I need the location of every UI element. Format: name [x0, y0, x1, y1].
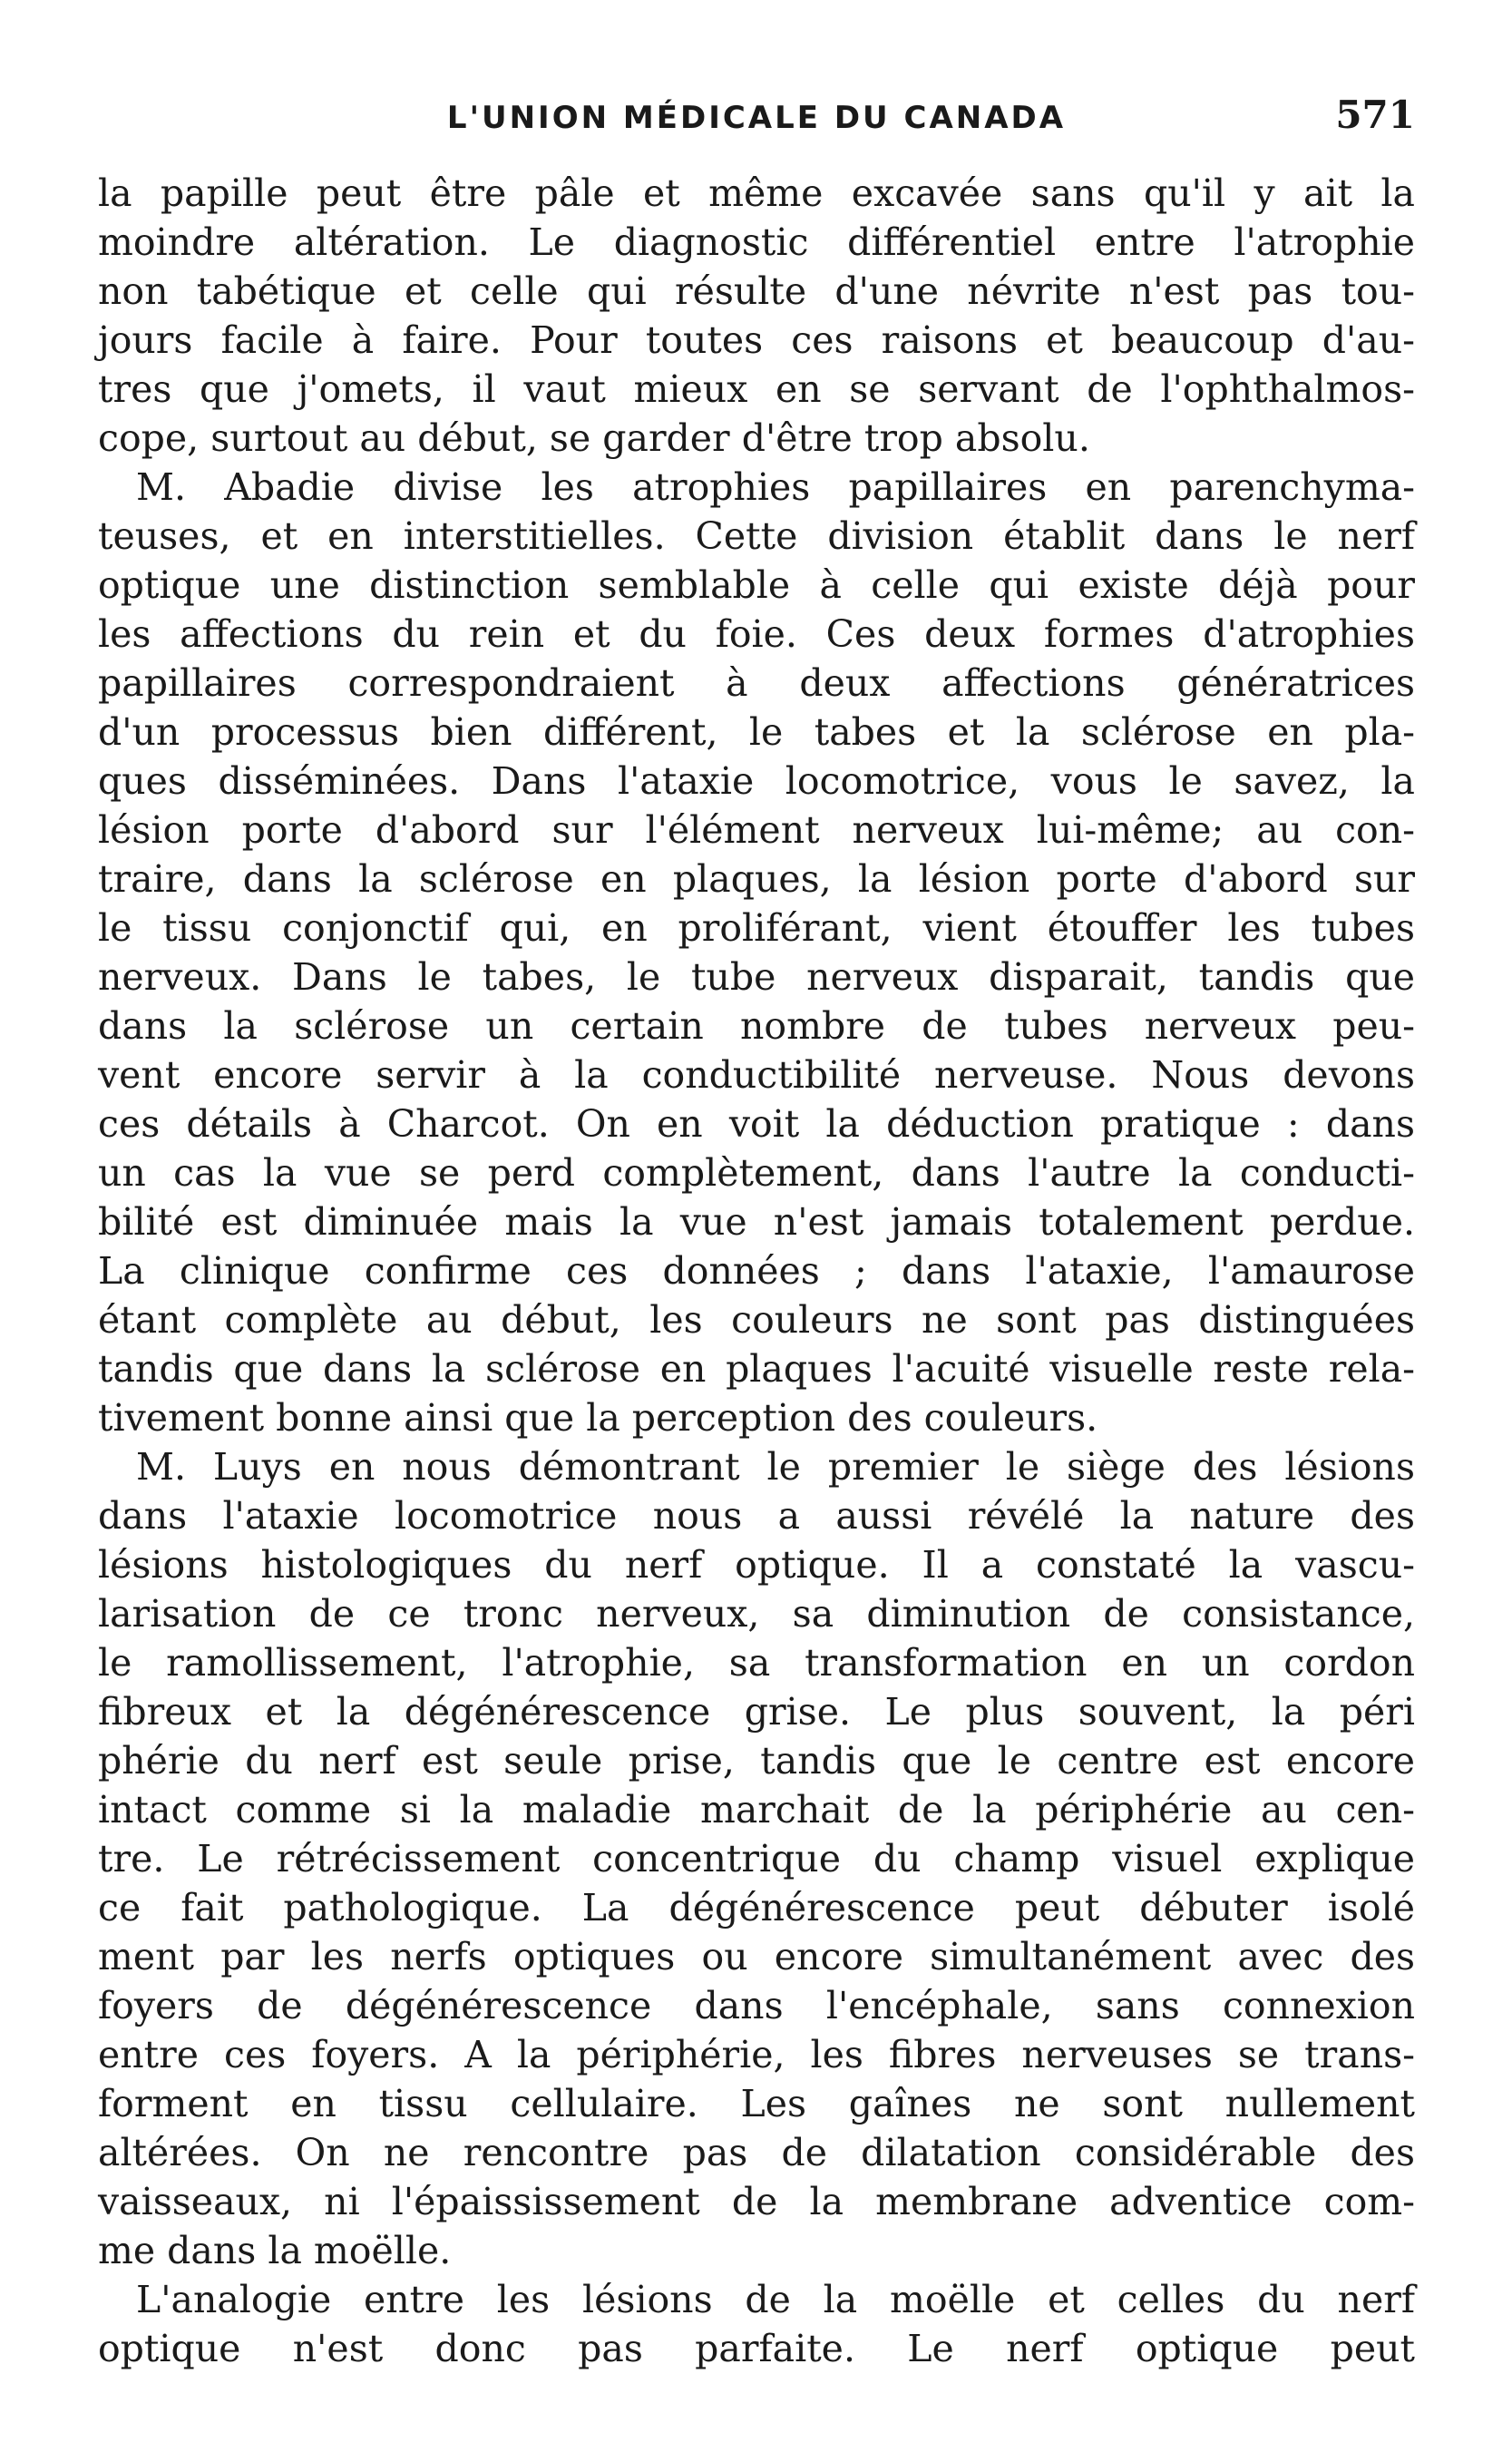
text-line: étant complète au début, les couleurs ne sont pas distinguées [98, 1298, 1415, 1342]
text-line: M. Luys en nous démontrant le premier le siège des lésions [136, 1445, 1415, 1489]
text-line: larisation de ce tronc nerveux, sa diminution de consistance, [98, 1592, 1415, 1636]
text-line: tres que j'omets, il vaut mieux en se servant de l'ophthalmos- [98, 367, 1415, 411]
text-line: papillaires correspondraient à deux affections génératrices [98, 661, 1415, 705]
text-line: me dans la moëlle. [98, 2229, 452, 2272]
text-line: tandis que dans la sclérose en plaques l'acuité visuelle reste rela- [98, 1347, 1415, 1391]
page-header [98, 93, 1415, 145]
text-line: nerveux. Dans le tabes, le tube nerveux disparait, tandis que [98, 955, 1415, 999]
text-line: jours facile à faire. Pour toutes ces raisons et beaucoup d'au- [98, 318, 1415, 362]
article-body [98, 169, 1415, 2373]
text-line: lésion porte d'abord sur l'élément nerveux lui-même; au con- [98, 808, 1415, 852]
text-line: dans l'ataxie locomotrice nous a aussi révélé la nature des [98, 1494, 1415, 1538]
running-title: L'UNION MÉDICALE DU CANADA [446, 100, 1067, 136]
text-line: tivement bonne ainsi que la perception des couleurs. [98, 1396, 1098, 1440]
text-line: ces détails à Charcot. On en voit la déduction pratique : dans [98, 1102, 1415, 1146]
text-line: dans la sclérose un certain nombre de tubes nerveux peu- [98, 1004, 1415, 1048]
text-line: foyers de dégénérescence dans l'encéphale, sans connexion [98, 1984, 1415, 2027]
text-line: ques disséminées. Dans l'ataxie locomotrice, vous le savez, la [98, 759, 1415, 803]
text-line: vaisseaux, ni l'épaississement de la membrane adventice com- [98, 2180, 1415, 2223]
text-line: ce fait pathologique. La dégénérescence peut débuter isolé [98, 1886, 1415, 1929]
text-line: tre. Le rétrécissement concentrique du champ visuel explique [98, 1837, 1415, 1881]
text-line: optique n'est donc pas parfaite. Le nerf optique peut [98, 2327, 1415, 2370]
text-line: M. Abadie divise les atrophies papillaires en parenchyma- [136, 465, 1415, 509]
text-line: vent encore servir à la conductibilité nerveuse. Nous devons [98, 1053, 1415, 1097]
text-line: non tabétique et celle qui résulte d'une névrite n'est pas tou- [98, 269, 1415, 313]
text-line: ment par les nerfs optiques ou encore simultanément avec des [98, 1935, 1415, 1978]
text-line: intact comme si la maladie marchait de la périphérie au cen- [98, 1788, 1415, 1832]
text-line: lésions histologiques du nerf optique. Il a constaté la vascu- [98, 1543, 1415, 1587]
page-number: 571 [1335, 93, 1415, 137]
text-line: bilité est diminuée mais la vue n'est jamais totalement perdue. [98, 1200, 1415, 1244]
text-line: d'un processus bien différent, le tabes et la sclérose en pla- [98, 710, 1415, 754]
text-line: phérie du nerf est seule prise, tandis que le centre est encore [98, 1739, 1415, 1783]
text-line: le tissu conjonctif qui, en proliférant, vient étouffer les tubes [98, 906, 1415, 950]
text-line: entre ces foyers. A la périphérie, les fibres nerveuses se trans- [98, 2033, 1415, 2076]
text-line: cope, surtout au début, se garder d'être trop absolu. [98, 416, 1090, 460]
text-line: altérées. On ne rencontre pas de dilatation considérable des [98, 2131, 1415, 2174]
text-line: teuses, et en interstitielles. Cette division établit dans le nerf [98, 514, 1415, 558]
text-line: traire, dans la sclérose en plaques, la lésion porte d'abord sur [98, 857, 1415, 901]
text-line: forment en tissu cellulaire. Les gaînes ne sont nullement [98, 2082, 1415, 2125]
text-line: les affections du rein et du foie. Ces deux formes d'atrophies [98, 612, 1415, 656]
text-line: le ramollissement, l'atrophie, sa transformation en un cordon [98, 1641, 1415, 1685]
text-line: optique une distinction semblable à celle qui existe déjà pour [98, 563, 1415, 607]
text-line: La clinique confirme ces données ; dans l'ataxie, l'amaurose [98, 1249, 1415, 1293]
text-line: L'analogie entre les lésions de la moëlle et celles du nerf [136, 2278, 1415, 2321]
text-line: un cas la vue se perd complètement, dans l'autre la conducti- [98, 1151, 1415, 1195]
text-line: moindre altération. Le diagnostic différentiel entre l'atrophie [98, 220, 1415, 264]
text-line: la papille peut être pâle et même excavée sans qu'il y ait la [98, 171, 1415, 215]
text-line: fibreux et la dégénérescence grise. Le plus souvent, la péri [98, 1690, 1415, 1734]
